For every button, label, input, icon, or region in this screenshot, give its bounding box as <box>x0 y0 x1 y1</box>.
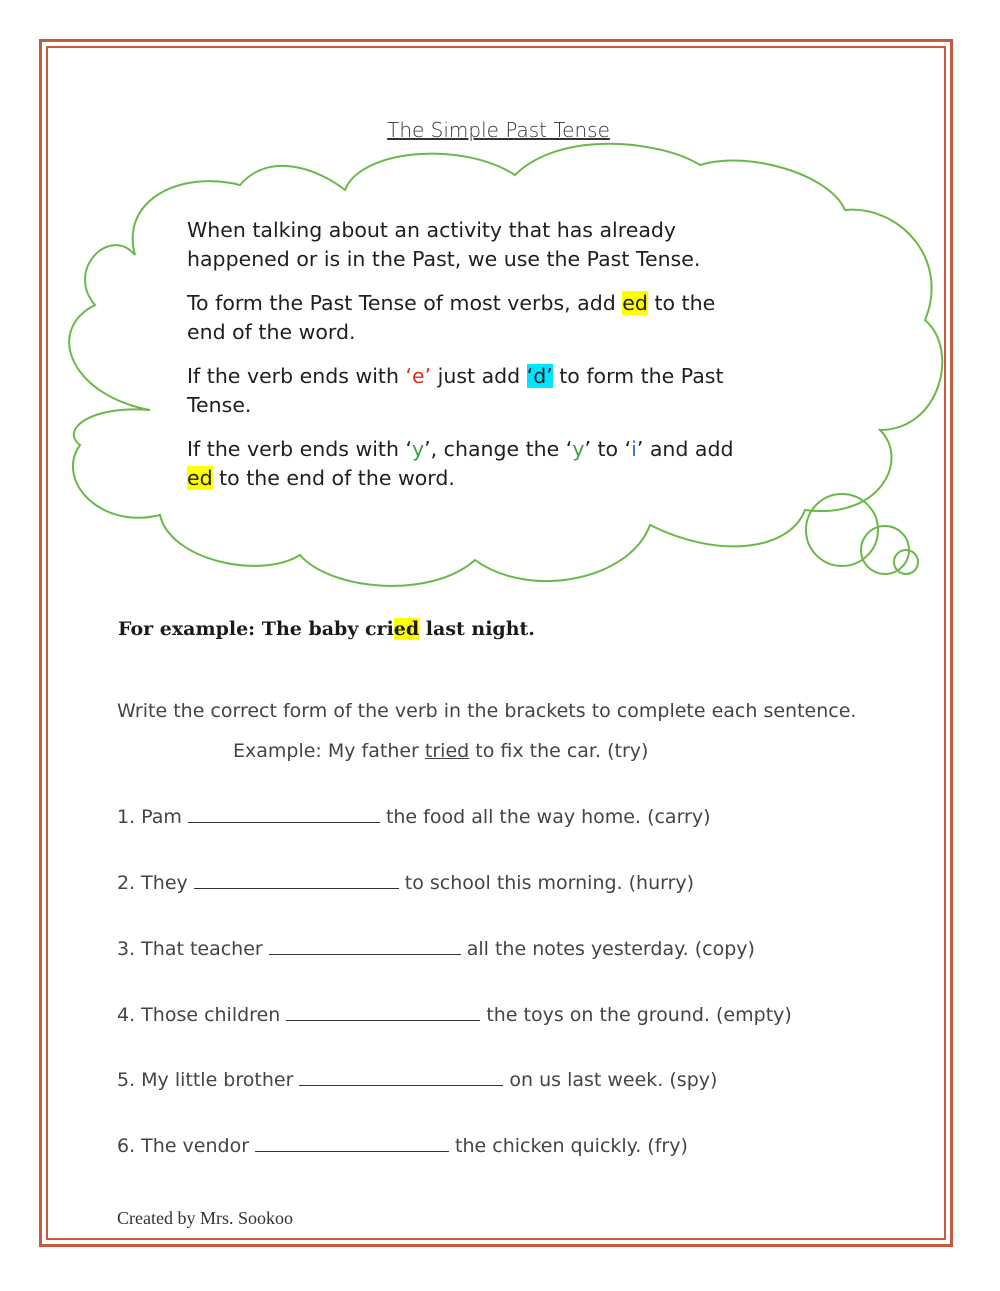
author-credit: Created by Mrs. Sookoo <box>117 1208 293 1228</box>
highlight-ed-2: ed <box>187 466 213 490</box>
cloud-text <box>187 216 747 508</box>
example-sentence: For example: The baby cried last night. <box>118 618 535 640</box>
question-6: 6. The vendor the chicken quickly. (fry) <box>117 1135 688 1157</box>
answer-blank-1[interactable] <box>188 804 380 823</box>
answer-blank-3[interactable] <box>269 936 461 955</box>
highlight-d: ‘d’ <box>526 364 553 388</box>
question-2: 2. They to school this morning. (hurry) <box>117 872 695 894</box>
highlight-ed-example: ed <box>393 618 420 640</box>
letter-e: ‘e’ <box>405 364 432 388</box>
question-4: 4. Those children the toys on the ground. (empty) <box>117 1004 792 1026</box>
page-title: The Simple Past Tense <box>387 118 610 142</box>
worked-example: Example: My father tried to fix the car. (try) <box>233 740 649 762</box>
answer-blank-6[interactable] <box>255 1133 449 1152</box>
cloud-paragraph-3: If the verb ends with ‘e’ just add ‘d’ to form the Past Tense. <box>187 364 724 417</box>
answer-blank-5[interactable] <box>299 1067 503 1086</box>
question-3: 3. That teacher all the notes yesterday. (copy) <box>117 938 755 960</box>
answer-blank-2[interactable] <box>194 870 399 889</box>
cloud-paragraph-2: To form the Past Tense of most verbs, add ed to the end of the word. <box>187 291 716 344</box>
example-answer: tried <box>424 740 470 762</box>
cloud-paragraph-1: When talking about an activity that has already happened or is in the Past, we use the Past Tense. <box>187 218 701 271</box>
letter-y-2: y <box>572 437 585 461</box>
letter-i: i <box>631 437 637 461</box>
instructions: Write the correct form of the verb in the brackets to complete each sentence. <box>117 700 857 722</box>
question-5: 5. My little brother on us last week. (spy) <box>117 1069 718 1091</box>
answer-blank-4[interactable] <box>286 1002 480 1021</box>
question-1: 1. Pam the food all the way home. (carry) <box>117 806 711 828</box>
highlight-ed: ed <box>622 291 648 315</box>
thought-bubble-large <box>806 494 878 566</box>
letter-y-1: y <box>411 437 425 461</box>
cloud-paragraph-4: If the verb ends with ‘y’, change the ‘y’ to ‘i’ and add ed to the end of the word. <box>187 437 734 490</box>
